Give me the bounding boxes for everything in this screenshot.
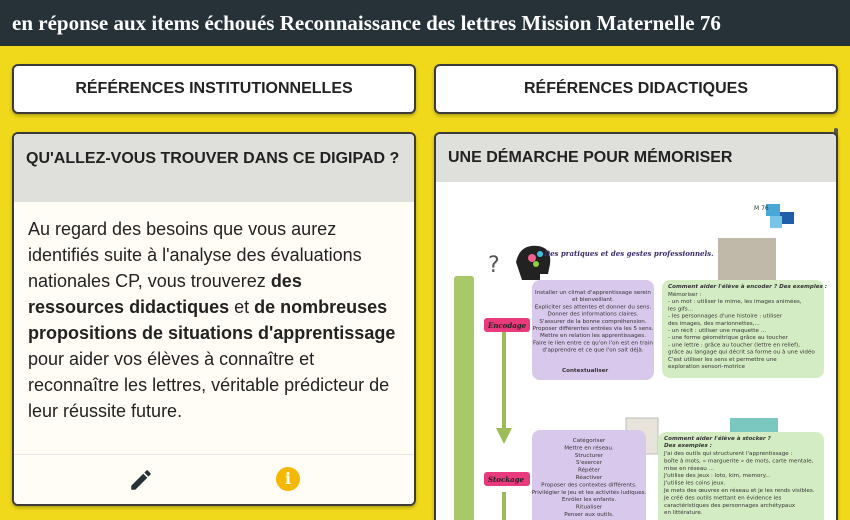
doc-line: et bienveillant. — [572, 297, 614, 304]
doc-line: - une lettre : grâce au toucher (lettre en relief), — [668, 342, 800, 349]
pencil-icon[interactable] — [128, 467, 154, 493]
doc-line: J'utilise des jeux : loto, kim, memory... — [664, 473, 771, 480]
card-actions — [14, 454, 414, 504]
doc-line: Installer un climat d'apprentissage serein — [535, 290, 651, 296]
memorization-infographic[interactable] — [436, 182, 836, 520]
doc-line: Ritualiser — [575, 504, 603, 511]
doc-line: Donner des informations claires. — [547, 311, 639, 318]
doc-line: les gifs... — [668, 306, 694, 313]
doc-line: C'est utiliser les sens et permettre une — [668, 356, 777, 363]
contextualiser-label: Contextualiser — [562, 368, 609, 374]
card-title: QU'ALLEZ-VOUS TROUVER DANS CE DIGIPAD ? — [14, 134, 414, 202]
flow-arrow-head — [496, 428, 512, 444]
doc-line: Enrôler les enfants. — [561, 497, 617, 504]
doc-line: - les personnages d'une histoire : utiliser — [668, 313, 783, 320]
info-icon[interactable]: i — [276, 467, 302, 493]
doc-line: grâce au langage qui décrit sa forme ou à une vidéo — [668, 349, 815, 356]
doc-line: boîte à mots, « marguerite » de mots, carte mentale, — [664, 458, 814, 465]
body-text-1: Au regard des besoins que vous aurez identifiés suite à l'analyse des évaluations nationales CP, vous trouverez — [28, 219, 362, 291]
doc-line: Proposer différentes entrées via les 5 sens. — [532, 326, 654, 332]
question-mark-icon: ? — [488, 253, 500, 278]
doc-line: en littérature. — [664, 510, 703, 517]
stocker-subtitle: Des exemples : — [664, 443, 712, 449]
doc-line: Réactiver — [575, 475, 603, 481]
doc-line: Structurer — [574, 452, 604, 459]
doc-line: Proposer des contextes différents. — [541, 482, 637, 489]
encoder-title: Comment aider l'élève à encoder ? Des exemples : — [668, 284, 828, 290]
body-text-3: pour aider vos élèves à connaître et reconnaître les lettres, véritable prédicteur de leur réussite future. — [28, 349, 390, 421]
institutional-references-button[interactable]: RÉFÉRENCES INSTITUTIONNELLES — [12, 64, 416, 114]
doc-line: Expliciter ses attentes et donner du sens. — [534, 304, 652, 311]
puzzle-logo-icon — [754, 204, 794, 228]
doc-line: Faire le lien entre ce qu'on l'on est en train — [533, 340, 653, 347]
body-bold-2: de nombreuses propositions de situations d'apprentissage — [28, 297, 396, 343]
doc-line: Je créé des outils mettant en évidence les — [664, 495, 782, 502]
doc-line: mise en réseau ... — [664, 465, 714, 472]
body-bold-1: des ressources didactiques — [28, 271, 302, 317]
doc-line: S'assurer de la bonne compréhension. — [539, 318, 647, 325]
doc-line: J'ai des outils qui structurent l'apprentissage : — [664, 451, 793, 457]
doc-line: Catégoriser — [572, 438, 606, 444]
photo-children — [718, 238, 776, 280]
memorization-card[interactable] — [434, 132, 838, 520]
page-title: en réponse aux items échoués Reconnaissance des lettres Mission Maternelle 76 — [0, 0, 850, 46]
encodage-label: Encodage — [488, 321, 527, 330]
doc-line: exploration sensori-motrice — [668, 364, 745, 370]
body-text-2: et — [229, 297, 255, 317]
doc-line: - un récit : utiliser une maquette ... — [668, 328, 767, 334]
stockage-label: Stockage — [488, 475, 524, 484]
card-title: UNE DÉMARCHE POUR MÉMORISER — [436, 134, 836, 182]
doc-line: Répéter — [577, 467, 601, 474]
doc-line: - un mot : utiliser le mime, les images animées, — [668, 299, 802, 306]
doc-line: J'utilise les coins jeux. — [664, 480, 726, 487]
doc-line: Je mets des œuvres en réseau et je les rends visibles. — [664, 488, 815, 494]
stocker-title: Comment aider l'élève à stocker ? — [664, 436, 771, 442]
doc-line: caractéristiques des personnages archétypaux — [664, 502, 796, 509]
logo-text: M 76 — [754, 205, 769, 212]
doc-line: d'apprendre et ce que l'on sait déjà. — [542, 347, 644, 354]
green-bar — [454, 276, 474, 520]
digipad-info-card[interactable] — [12, 132, 416, 506]
doc-line: Mettre en relation les apprentissages. — [540, 333, 646, 340]
doc-line: des images, des marionnettes,... — [668, 320, 760, 327]
didactic-references-button[interactable]: RÉFÉRENCES DIDACTIQUES — [434, 64, 838, 114]
doc-line: - une forme géométrique grâce au toucher — [668, 335, 788, 342]
doc-heading: Des pratiques et des gestes professionnels. — [544, 249, 714, 258]
doc-line: Mettre en réseau. — [564, 445, 614, 452]
card-body-text — [14, 202, 414, 424]
doc-line: Privilégier le jeu et les activités ludiques. — [531, 489, 647, 496]
doc-line: S'exercer — [575, 460, 603, 467]
doc-line: Mémoriser : — [668, 292, 702, 298]
doc-line: Penser aux outils. — [564, 512, 614, 518]
